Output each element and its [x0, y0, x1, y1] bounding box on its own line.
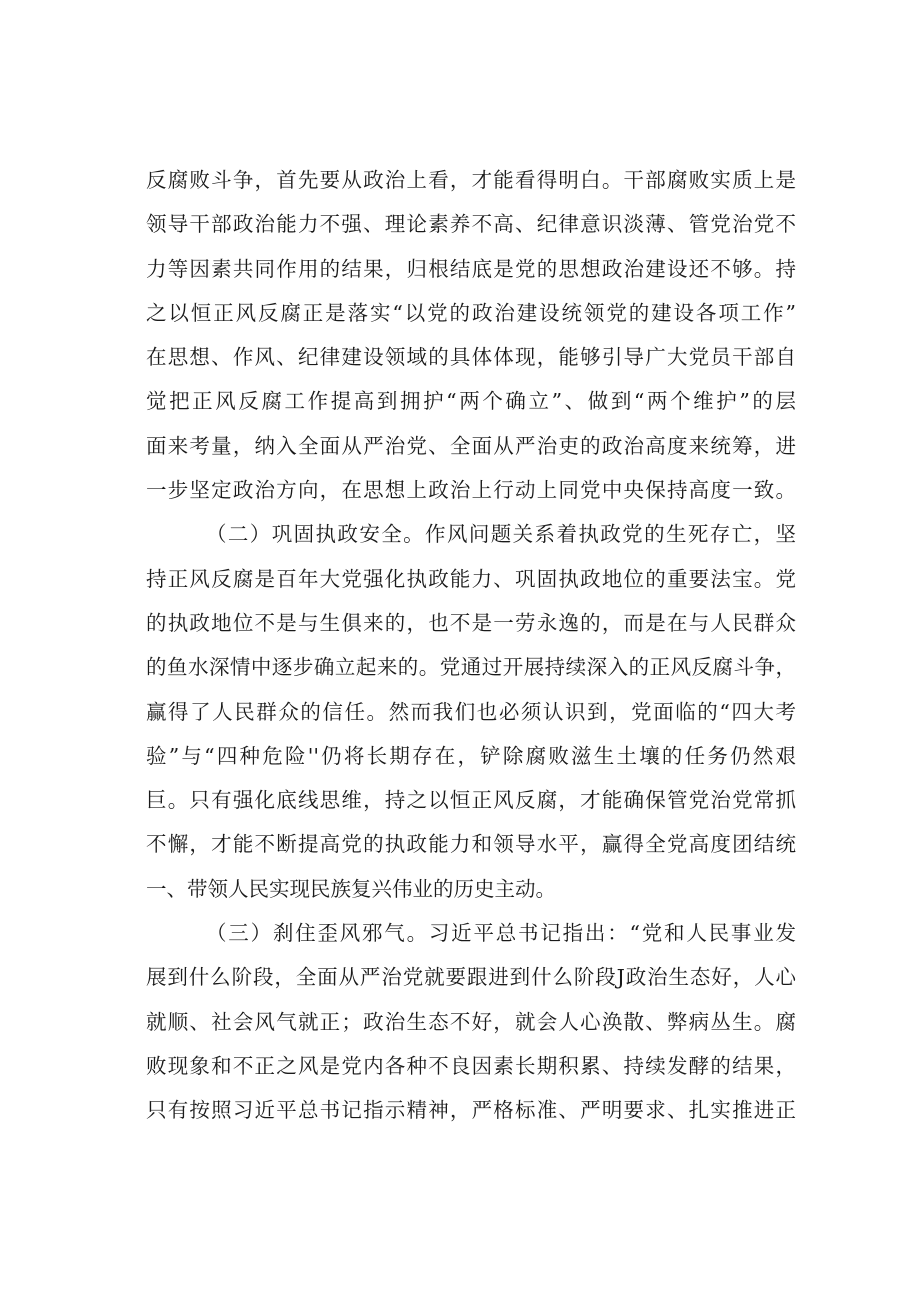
text-line: 的执政地位不是与生俱来的，也不是一劳永逸的，而是在与人民群众: [146, 610, 796, 635]
text-line: 一步坚定政治方向，在思想上政治上行动上同党中央保持高度一致。: [146, 478, 796, 503]
text-line: 败现象和不正之风是党内各种不良因素长期积累、持续发酵的结果，: [146, 1053, 796, 1078]
text-line: 展到什么阶段，全面从严治党就要跟进到什么阶段J政治生态好，人心: [146, 965, 796, 990]
text-line: 在思想、作风、纪律建设领域的具体体现，能够引导广大党员干部自: [146, 345, 796, 370]
text-line: 一、带领人民实现民族复兴伟业的历史主动。: [146, 876, 556, 901]
text-line: 巨。只有强化底线思维，持之以恒正风反腐，才能确保管党治党常抓: [146, 788, 796, 813]
text-line: 面来考量，纳入全面从严治党、全面从严治吏的政治高度来统筹，进: [146, 433, 796, 458]
text-line: 赢得了人民群众的信任。然而我们也必须认识到，党面临的“四大考: [146, 699, 796, 724]
text-line: 领导干部政治能力不强、理论素养不高、纪律意识淡薄、管党治党不: [146, 212, 796, 237]
text-line: 觉把正风反腐工作提高到拥护“两个确立”、做到“两个维护”的层: [146, 389, 796, 414]
paragraph-1: [146, 158, 796, 512]
text-line: 反腐败斗争，首先要从政治上看，才能看得明白。干部腐败实质上是: [146, 168, 796, 192]
text-line: 不懈，才能不断提高党的执政能力和领导水平，赢得全党高度团结统: [146, 832, 796, 857]
section-heading-line: （二）巩固执政安全。作风问题关系着执政党的生死存亡，坚: [206, 522, 796, 547]
text-line: 之以恒正风反腐正是落实“以党的政治建设统领党的建设各项工作”: [146, 300, 796, 325]
document-body: [146, 158, 796, 1133]
text-line: 就顺、社会风气就正；政治生态不好，就会人心涣散、弊病丛生。腐: [146, 1009, 796, 1034]
text-line: 持正风反腐是百年大党强化执政能力、巩固执政地位的重要法宝。党: [146, 566, 796, 591]
text-line: 力等因素共同作用的结果，归根结底是党的思想政治建设还不够。持: [146, 256, 796, 281]
text-line: 只有按照习近平总书记指示精神，严格标准、严明要求、扎实推进正: [146, 1098, 796, 1123]
section-heading-line: （三）刹住歪风邪气。习近平总书记指出：“党和人民事业发: [206, 921, 796, 946]
text-line: 的鱼水深情中逐步确立起来的。党通过开展持续深入的正风反腐斗争，: [146, 655, 796, 680]
text-line: 验”与“四种危险''仍将长期存在，铲除腐败滋生土壤的任务仍然艰: [146, 743, 796, 768]
paragraph-3: [146, 911, 796, 1132]
paragraph-2: [146, 512, 796, 911]
